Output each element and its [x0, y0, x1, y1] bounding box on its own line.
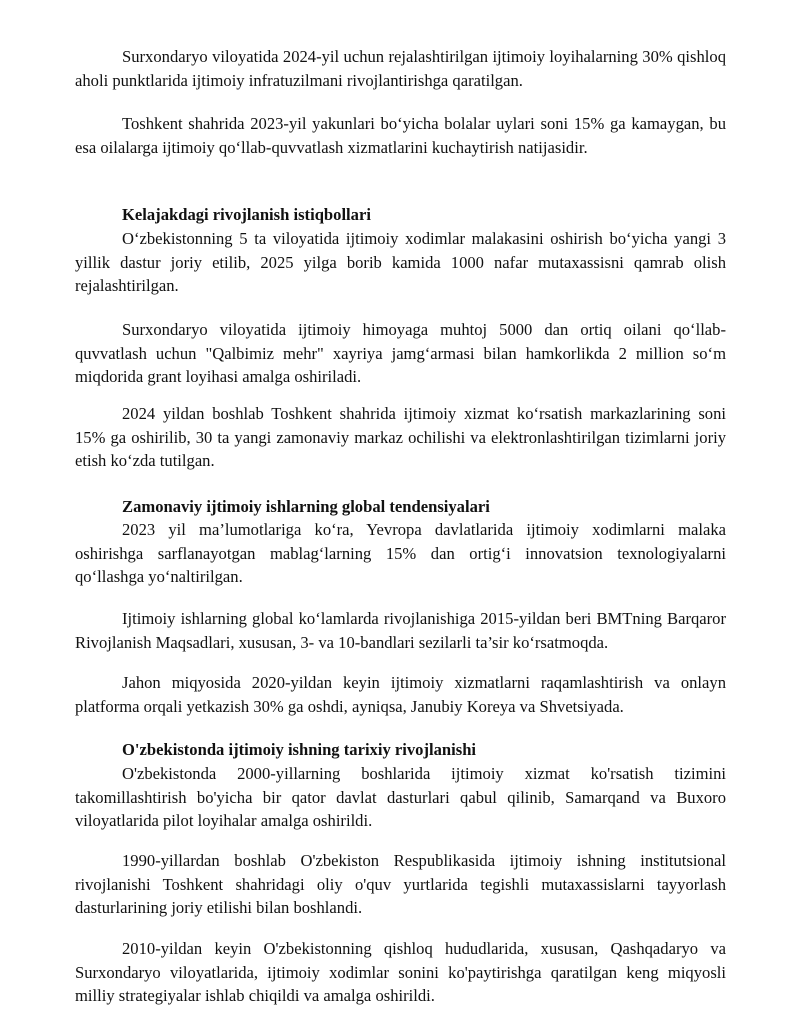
- paragraph-text: 2024 yildan boshlab Toshkent shahrida ijtimoiy xizmat ko‘rsatish markazlarining soni 15% ga oshirilib, 30 ta yangi zamonaviy markaz ochilishi va elektronlashtirilgan tizimlarni joriy etish ko‘zda tutilgan.: [75, 404, 726, 471]
- paragraph-text: O‘zbekistonning 5 ta viloyatida ijtimoiy xodimlar malakasini oshirish bo‘yicha yangi 3 yillik dastur joriy etilib, 2025 yilga borib kamida 1000 nafar mutaxassisni qamrab olish rejalashtirilgan.: [75, 229, 726, 296]
- paragraph-text: 2023 yil ma’lumotlariga ko‘ra, Yevropa davlatlarida ijtimoiy xodimlarni malaka oshirishga sarflanayotgan mablag‘larning 15% dan ortig‘i innovatsion texnologiyalarni qo‘llashga yo‘naltirilgan.: [75, 520, 726, 587]
- paragraph-text: Toshkent shahrida 2023-yil yakunlari bo‘yicha bolalar uylari soni 15% ga kamaygan, bu esa oilalarga ijtimoiy qo‘llab-quvvatlash xizmatlarini kuchaytirish natijasidir.: [75, 114, 726, 157]
- paragraph: [75, 227, 726, 298]
- paragraph: [75, 607, 726, 654]
- paragraph: [75, 937, 726, 1008]
- paragraph-text: Surxondaryo viloyatida ijtimoiy himoyaga muhtoj 5000 dan ortiq oilani qo‘llab-quvvatlash uchun "Qalbimiz mehr" xayriya jamg‘armasi bilan hamkorlikda 2 million so‘m miqdorida grant loyihasi amalga oshiriladi.: [75, 320, 726, 387]
- section-heading: Zamonaviy ijtimoiy ishlarning global tendensiyalari: [122, 497, 490, 516]
- paragraph: [75, 112, 726, 159]
- section-heading: O'zbekistonda ijtimoiy ishning tarixiy rivojlanishi: [122, 740, 477, 759]
- section-heading: Kelajakdagi rivojlanish istiqbollari: [122, 205, 371, 224]
- paragraph: [75, 45, 726, 92]
- paragraph-text: Jahon miqyosida 2020-yildan keyin ijtimoiy xizmatlarni raqamlashtirish va onlayn platforma orqali yetkazish 30% ga oshdi, ayniqsa, Janubiy Koreya va Shvetsiyada.: [75, 673, 726, 716]
- paragraph: [75, 318, 726, 389]
- paragraph: [75, 518, 726, 589]
- paragraph-text: O'zbekistonda 2000-yillarning boshlarida ijtimoiy xizmat ko'rsatish tizimini takomillashtirish bo'yicha bir qator davlat dasturlari qabul qilinib, Samarqand va Buxoro viloyatlarida pilot loyihalar amalga oshirildi.: [75, 764, 726, 831]
- paragraph-text: 1990-yillardan boshlab O'zbekiston Respublikasida ijtimoiy ishning institutsional rivojlanishi Toshkent shahridagi oliy o'quv yurtlarida tegishli mutaxassislarni tayyorlash dasturlarining joriy etilishi bilan boshlandi.: [75, 851, 726, 918]
- paragraph-text: Ijtimoiy ishlarning global ko‘lamlarda rivojlanishiga 2015-yildan beri BMTning Barqaror Rivojlanish Maqsadlari, xususan, 3- va 10-bandlari sezilarli ta’sir ko‘rsatmoqda.: [75, 609, 726, 652]
- paragraph: [75, 849, 726, 920]
- paragraph-text: 2010-yildan keyin O'zbekistonning qishloq hududlarida, xususan, Qashqadaryo va Surxondaryo viloyatlarida, ijtimoiy xodimlar sonini ko'paytirishga qaratilgan keng miqyosli milliy strategiyalar ishlab chiqildi va amalga oshirildi.: [75, 939, 726, 1006]
- paragraph: [75, 671, 726, 718]
- paragraph: [75, 762, 726, 833]
- paragraph: [75, 402, 726, 473]
- paragraph-text: Surxondaryo viloyatida 2024-yil uchun rejalashtirilgan ijtimoiy loyihalarning 30% qishloq aholi punktlarida ijtimoiy infratuzilmani rivojlantirishga qaratilgan.: [75, 47, 726, 90]
